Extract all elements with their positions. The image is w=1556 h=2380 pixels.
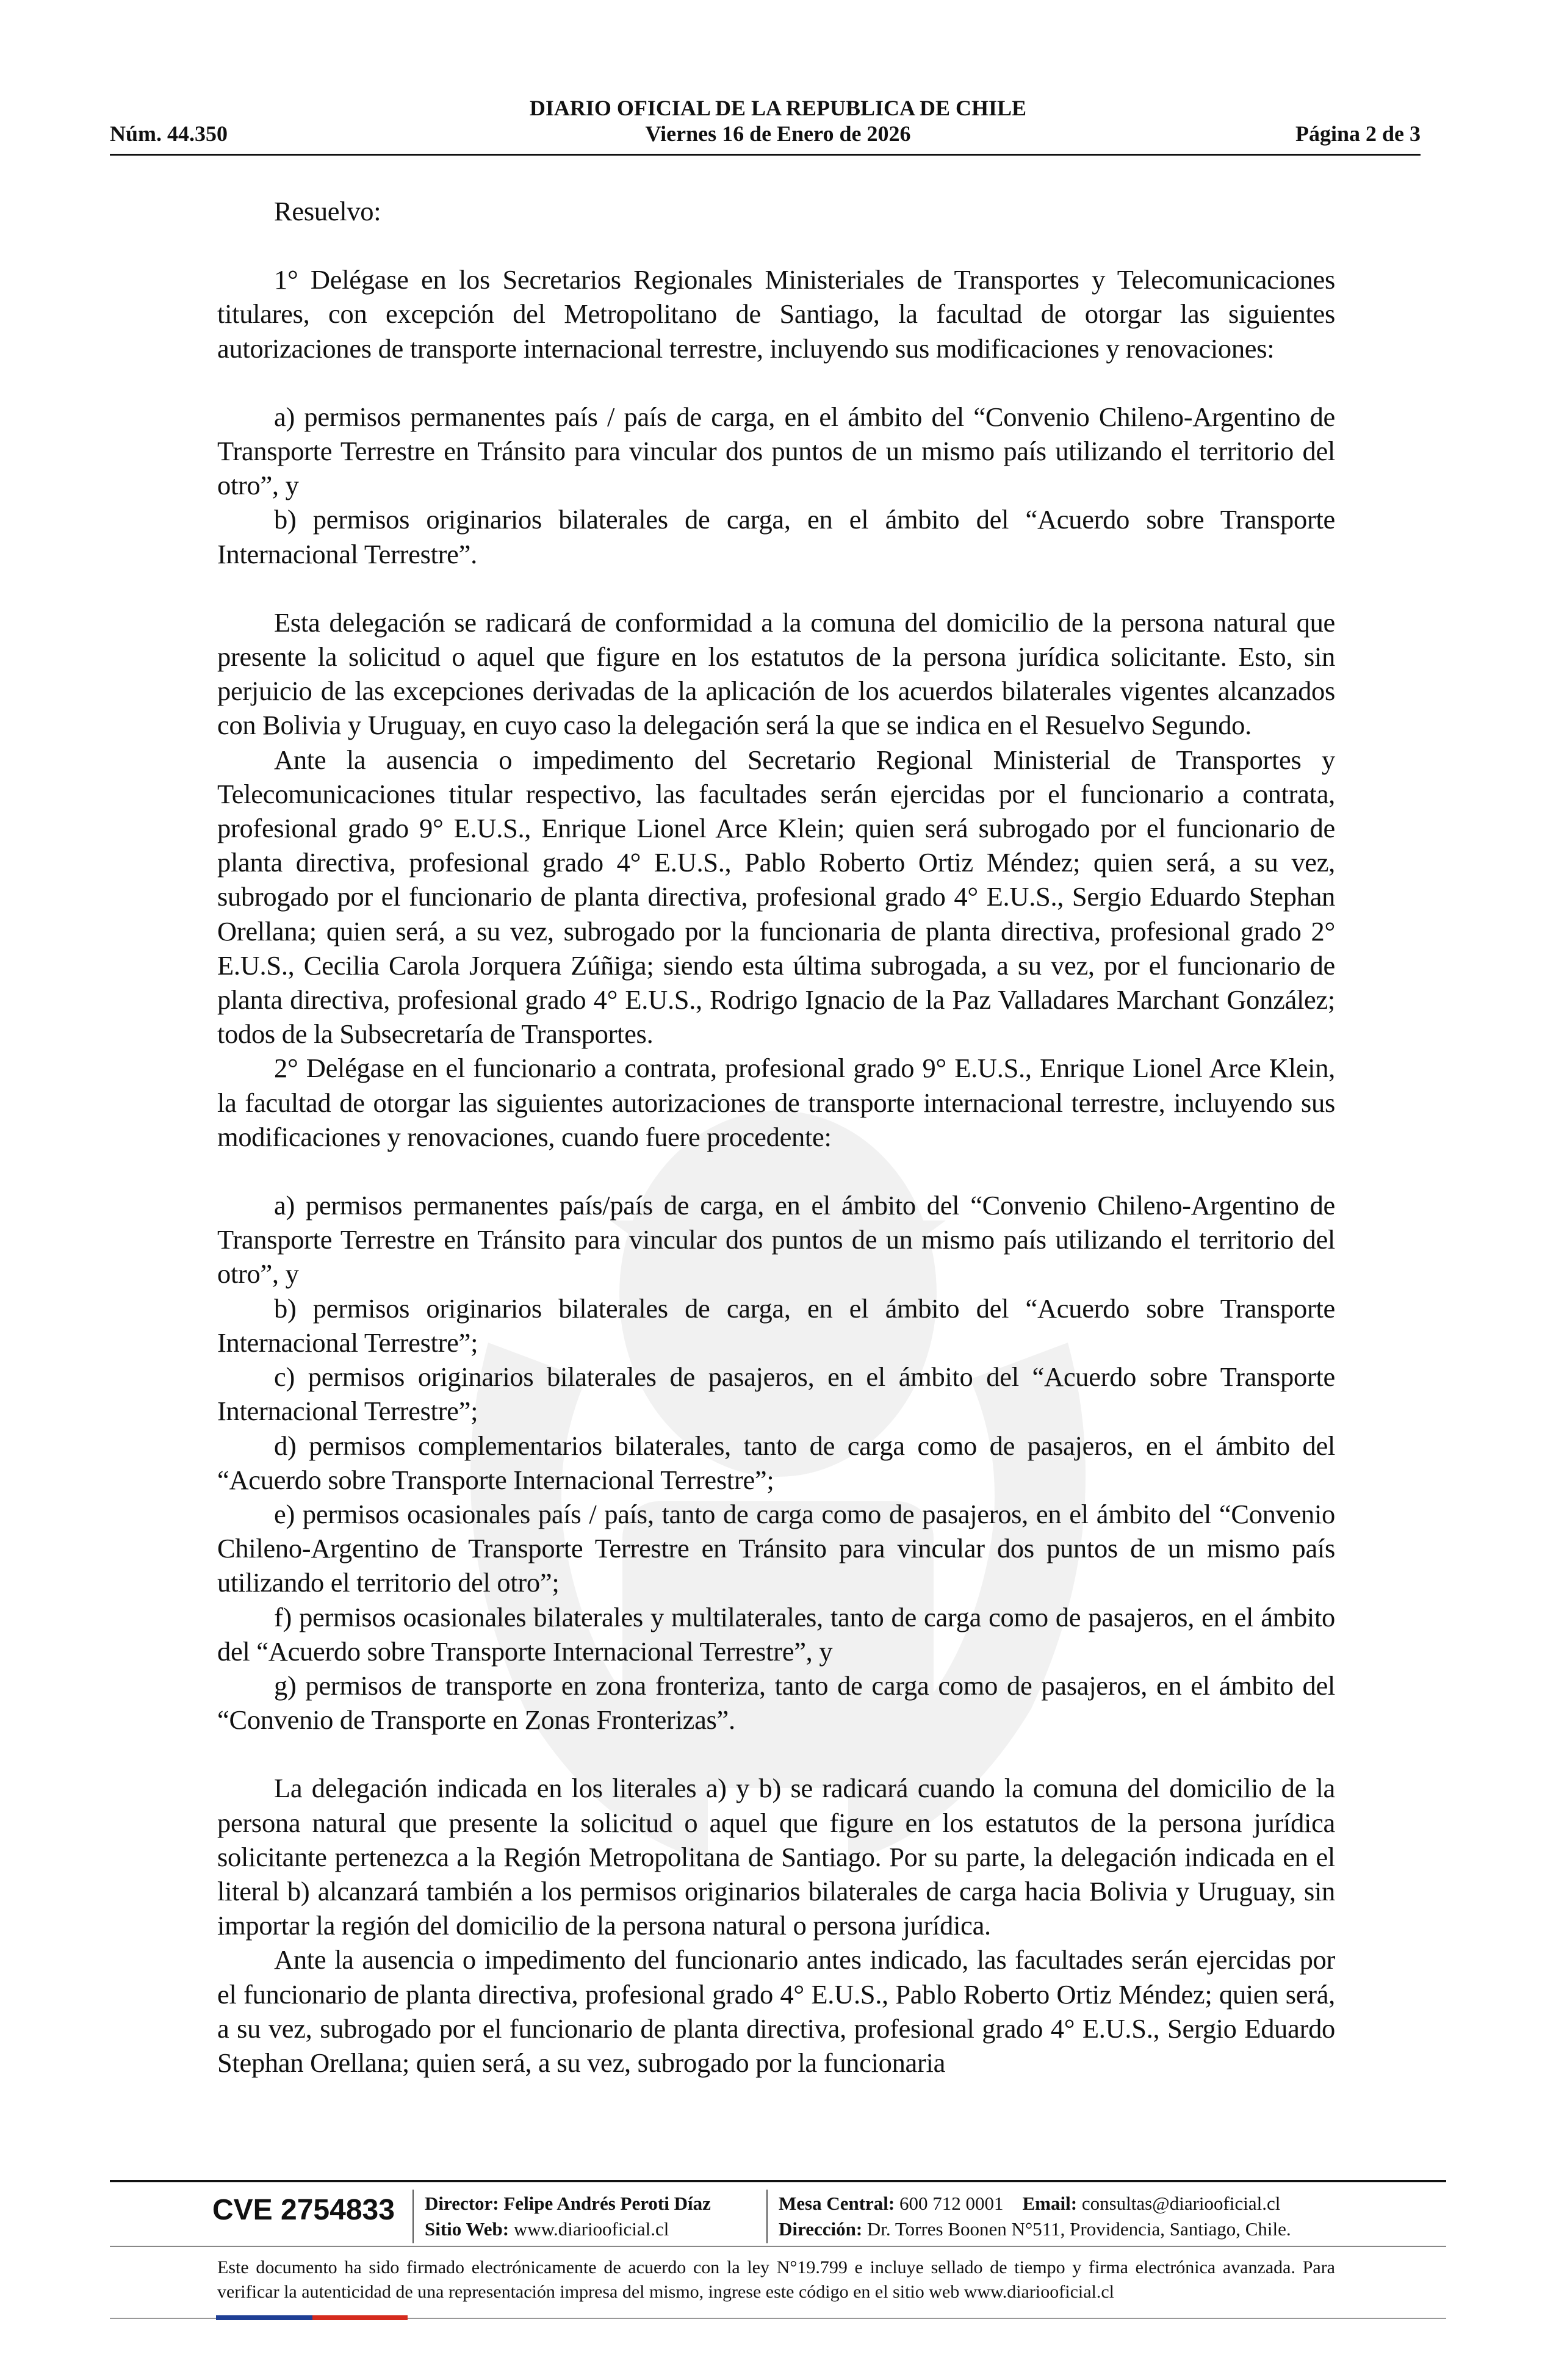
list-item: b) permisos originarios bilaterales de carga, en el ámbito del “Acuerdo sobre Transporte Internacional Terrestre”. [217, 504, 1335, 569]
cve-code: CVE 2754833 [212, 2194, 395, 2226]
flag-stripe-red [312, 2315, 408, 2320]
list-item: f) permisos ocasionales bilaterales y multilaterales, tanto de carga como de pasajeros, en el ámbito del “Acuerdo sobre Transporte Internacional Terrestre”, y [217, 1601, 1335, 1667]
list-item: c) permisos originarios bilaterales de pasajeros, en el ámbito del “Acuerdo sobre Transporte Internacional Terrestre”; [217, 1361, 1335, 1427]
flag-stripe-blue [216, 2315, 312, 2320]
director-label: Director: [425, 2193, 499, 2214]
list-item: g) permisos de transporte en zona fronteriza, tanto de carga como de pasajeros, en el ámbito del “Convenio de Transporte en Zonas Fronterizas”. [217, 1670, 1335, 1736]
list-item: d) permisos complementarios bilaterales, tanto de carga como de pasajeros, en el ámbito del “Acuerdo sobre Transporte Internacional Terrestre”; [217, 1430, 1335, 1495]
email-link[interactable]: consultas@diariooficial.cl [1081, 2193, 1281, 2214]
paragraph-metropolitan: La delegación indicada en los literales a) y b) se radicará cuando la comuna del domicilio de la persona natural que presente la solicitud o aquel que figure en los estatutos de la persona jurídica solicitante pertenezca a la Región Metropolitana de Santiago. Por su parte, la delegación indicada en el literal b) alcanzará también a los permisos originarios bilaterales de carga hacia Bolivia y Uruguay, sin importar la región del domicilio de la persona natural o persona jurídica. [217, 1773, 1335, 1941]
paragraph-subrogation-2: Ante la ausencia o impedimento del funcionario antes indicado, las facultades serán ejercidas por el funcionario de planta directiva, profesional grado 4° E.U.S., Pablo Roberto Ortiz Méndez; quien será, a su vez, subrogado por el funcionario de planta directiva, profesional grado 4° E.U.S., Sergio Eduardo Stephan Orellana; quien será, a su vez, subrogado por la funcionaria [217, 1944, 1335, 2078]
paragraph-first-delegation: 1° Delégase en los Secretarios Regionales Ministeriales de Transportes y Telecomunicaciones titulares, con excepción del Metropolitano de Santiago, la facultad de otorgar las siguientes autorizaciones de transporte internacional terrestre, incluyendo sus modificaciones y renovaciones: [217, 264, 1335, 364]
document-body [217, 194, 1335, 2080]
resolvo-heading: Resuelvo: [274, 196, 381, 226]
issue-date: Viernes 16 de Enero de 2026 [645, 121, 911, 146]
paragraph-radication: Esta delegación se radicará de conformidad a la comuna del domicilio de la persona natural que presente la solicitud o aquel que figure en los estatutos de la persona jurídica solicitante. Esto, sin perjuicio de las excepciones derivadas de la aplicación de los acuerdos bilaterales vigentes alcanzados con Bolivia y Uruguay, en cuyo caso la delegación será la que se indica en el Resuelvo Segundo. [217, 607, 1335, 741]
list-item: b) permisos originarios bilaterales de carga, en el ámbito del “Acuerdo sobre Transporte Internacional Terrestre”; [217, 1293, 1335, 1358]
footer-separator [412, 2190, 414, 2243]
masthead-title: DIARIO OFICIAL DE LA REPUBLICA DE CHILE [529, 96, 1027, 120]
footer-divider-thin [110, 2246, 1446, 2247]
list-item: e) permisos ocasionales país / país, tanto de carga como de pasajeros, en el ámbito del “Convenio Chileno-Argentino de Transporte Terrestre en Tránsito para vincular dos puntos de un mismo país utilizando el territorio del otro”; [217, 1498, 1335, 1598]
footer-separator [766, 2190, 768, 2243]
list-item: a) permisos permanentes país/país de carga, en el ámbito del “Convenio Chileno-Argentino de Transporte Terrestre en Tránsito para vincular dos puntos de un mismo país utilizando el territorio del otro”, y [217, 1190, 1335, 1289]
footer-divider [110, 2180, 1446, 2182]
address-label: Dirección: [779, 2218, 863, 2240]
mesa-phone: 600 712 0001 [899, 2193, 1004, 2214]
email-label: Email: [1022, 2193, 1078, 2214]
legal-notice: Este documento ha sido firmado electrónicamente de acuerdo con la ley N°19.799 e incluye sellado de tiempo y firma electrónica avanzada. Para verificar la autenticidad de una representación impresa del mismo, ingrese este código en el sitio web www.diariooficial.cl [217, 2257, 1335, 2302]
paragraph-second-delegation: 2° Delégase en el funcionario a contrata, profesional grado 9° E.U.S., Enrique Lionel Arce Klein, la facultad de otorgar las siguientes autorizaciones de transporte internacional terrestre, incluyendo sus modificaciones y renovaciones, cuando fuere procedente: [217, 1053, 1335, 1152]
header-divider [110, 154, 1421, 156]
address-text: Dr. Torres Boonen N°511, Providencia, Santiago, Chile. [866, 2218, 1291, 2240]
footer-contact-block [779, 2191, 1291, 2242]
website-label: Sitio Web: [425, 2218, 510, 2240]
director-name: Felipe Andrés Peroti Díaz [503, 2193, 711, 2214]
issue-number: Núm. 44.350 [110, 121, 228, 146]
website-link[interactable]: www.diariooficial.cl [513, 2218, 669, 2240]
page-indicator: Página 2 de 3 [1295, 121, 1421, 146]
paragraph-subrogation: Ante la ausencia o impedimento del Secretario Regional Ministerial de Transportes y Telecomunicaciones titular respectivo, las facultades serán ejercidas por el funcionario a contrata, profesional grado 9° E.U.S., Enrique Lionel Arce Klein; quien será subrogado por el funcionario de planta directiva, profesional grado 4° E.U.S., Pablo Roberto Ortiz Méndez; quien será, a su vez, subrogado por el funcionario de planta directiva, profesional grado 4° E.U.S., Sergio Eduardo Stephan Orellana; quien será, a su vez, subrogado por la funcionaria de planta directiva, profesional grado 2° E.U.S., Cecilia Carola Jorquera Zúñiga; siendo esta última subrogada, a su vez, por el funcionario de planta directiva, profesional grado 4° E.U.S., Rodrigo Ignacio de la Paz Valladares Marchant González; todos de la Subsecretaría de Transportes. [217, 744, 1335, 1050]
list-item: a) permisos permanentes país / país de carga, en el ámbito del “Convenio Chileno-Argentino de Transporte Terrestre en Tránsito para vincular dos puntos de un mismo país utilizando el territorio del otro”, y [217, 401, 1335, 501]
mesa-label: Mesa Central: [779, 2193, 895, 2214]
footer-director-block [425, 2191, 711, 2242]
